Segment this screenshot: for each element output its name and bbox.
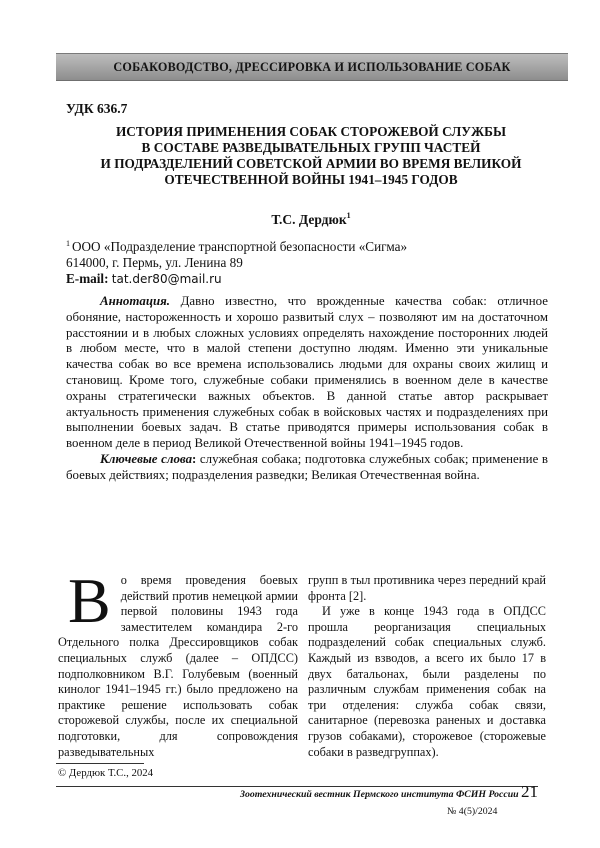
keywords-label: Ключевые слова <box>100 451 193 466</box>
email-label: E-mail: <box>66 271 109 286</box>
footer-divider <box>56 786 538 787</box>
issue-number: № 4(5)/2024 <box>447 806 498 817</box>
abstract-block <box>66 294 548 484</box>
journal-name: Зоотехнический вестник Пермского института ФСИН России <box>240 789 519 800</box>
abstract-paragraph <box>66 294 548 452</box>
footnote-divider <box>56 763 144 764</box>
title-line: ОТЕЧЕСТВЕННОЙ ВОЙНЫ 1941–1945 ГОДОВ <box>164 172 458 187</box>
title-line: ИСТОРИЯ ПРИМЕНЕНИЯ СОБАК СТОРОЖЕВОЙ СЛУЖБЫ <box>115 124 507 139</box>
title-line: В СОСТАВЕ РАЗВЕДЫВАТЕЛЬНЫХ ГРУПП ЧАСТЕЙ <box>141 140 481 155</box>
affiliation-email-line <box>66 271 407 287</box>
author-line <box>66 211 556 228</box>
keywords-text: служебная собака; подготовка служебных собак; применение в боевых действиях; подразделения разведки; Великая Отечественная война. <box>66 451 548 482</box>
page-number: 21 <box>521 782 538 801</box>
udk-code: УДК 636.7 <box>66 101 128 116</box>
title-line: И ПОДРАЗДЕЛЕНИЙ СОВЕТСКОЙ АРМИИ ВО ВРЕМЯ ВЕЛИКОЙ <box>100 156 522 171</box>
body-column-right <box>308 573 546 760</box>
affiliation-address: 614000, г. Пермь, ул. Ленина 89 <box>66 255 243 270</box>
article-title <box>66 124 556 188</box>
copyright-footnote: © Дердюк Т.С., 2024 <box>58 767 154 779</box>
author-footnote-mark: 1 <box>346 211 351 220</box>
affiliation-org-line <box>66 236 407 255</box>
body-column-left <box>58 565 298 760</box>
affiliation-org: ООО «Подразделение транспортной безопасности «Сигма» <box>72 239 408 254</box>
body-paragraph: групп в тыл противника через передний край фронта [2]. <box>308 573 546 603</box>
email-link[interactable]: tat.der80@mail.ru <box>111 272 222 286</box>
abstract-text: Давно известно, что врожденные качества собак: отличное обоняние, настороженность и хорошо развитый слух – позволяют им на достаточном расстоянии и в любых сложных условиях определять нахождение посторонних людей в любом месте, что в малой степени доступно людям. Именно эти уникальные качества собак во все времена использовались людьми для охраны своих жилищ и становищ. Кроме того, служебные собаки применялись в военном деле в качестве охраны стратегически важных объектов. В данной статье автор раскрывает актуальность применения служебных собак в войсковых частях и подразделениях при выполнении боевых задач. В статье приводятся примеры использования собак в военном деле в период Великой Отечественной войны 1941–1945 годов. <box>66 294 548 451</box>
affiliation <box>66 236 407 287</box>
author-name: Т.С. Дердюк <box>271 212 347 227</box>
abstract-label: Аннотация. <box>100 294 171 308</box>
section-heading: СОБАКОВОДСТВО, ДРЕССИРОВКА И ИСПОЛЬЗОВАНИЕ СОБАК <box>113 60 511 74</box>
body-paragraph: И уже в конце 1943 года в ОПДСС прошла реорганизация специальных подразделений собак специальных служб. Каждый из взводов, а всего их было 17 в двух батальонах, были разделены по различным службам применения собак на три отделения: служба собак связи, санитарное (перевозка раненых и доставка грузов собаками), сторожевое (сторожевые собаки в разведгруппах). <box>308 604 546 759</box>
keywords-paragraph: Ключевые слова: служебная собака; подготовка служебных собак; применение в боевых действиях; подразделения разведки; Великая Отечественная война. <box>66 451 548 482</box>
body-text-left: о время проведения боевых действий против немецкой армии первой половины 1943 года заместителем командира 2-го Отдельного полка Дрессировщиков собак специальных служб (далее – ОПДСС) подполковником В.Г. Голубевым (военный кинолог 1941–1945 гг.) было предложено на практике решение использовать собак сторожевой службы, после их специальной подготовки, для сопровождения разведывательных <box>58 573 298 759</box>
affiliation-mark: 1 <box>66 239 70 248</box>
drop-cap: В <box>68 565 111 636</box>
